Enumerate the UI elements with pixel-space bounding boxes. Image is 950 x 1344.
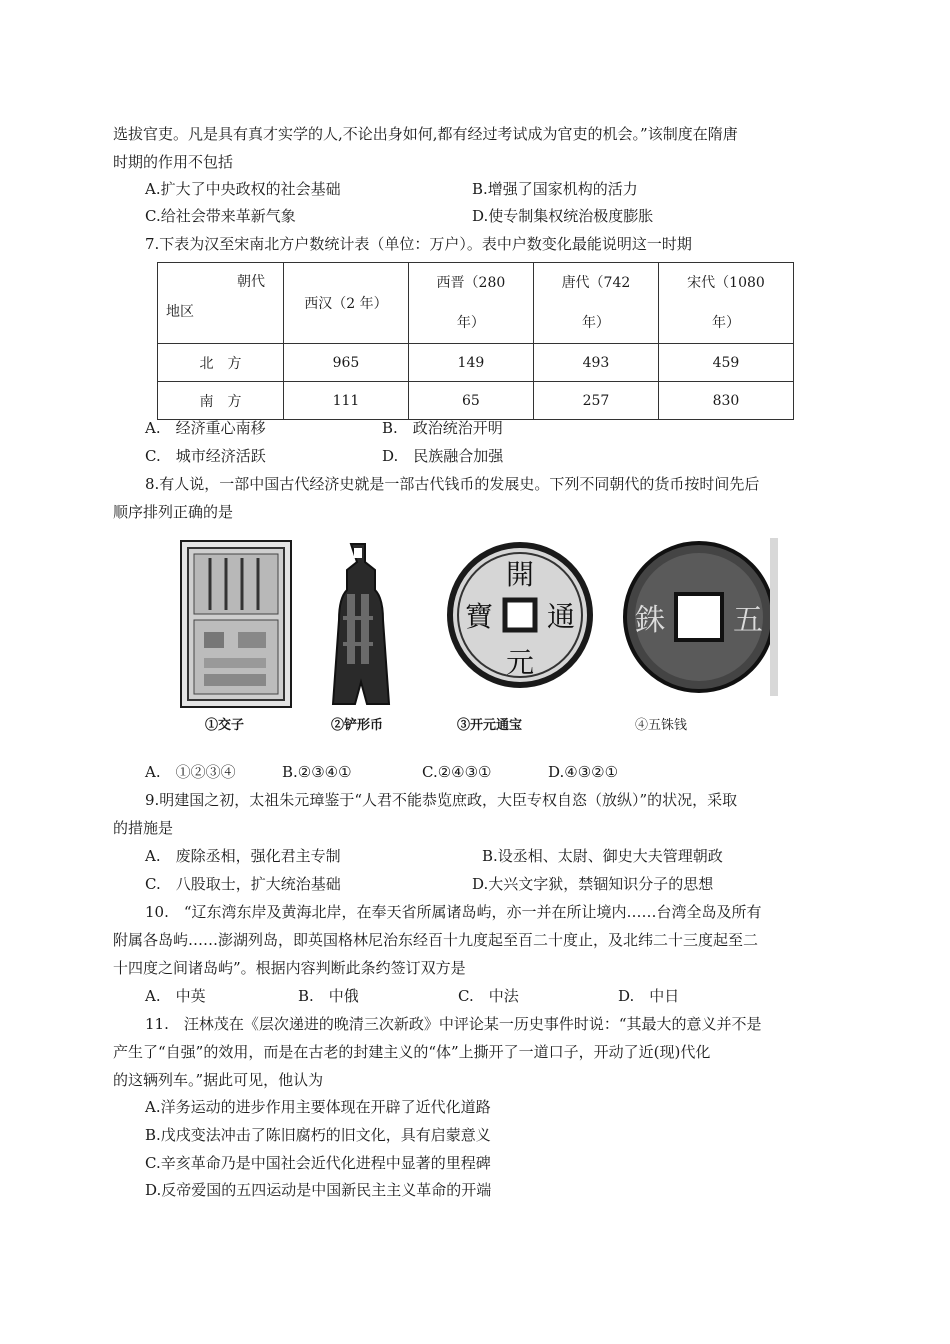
dynasty-3-line2: 年） [581, 315, 610, 331]
coin-3-char-right: 通 [546, 600, 576, 633]
q10-option-d: D. 中日 [618, 987, 680, 1005]
q7-option-a: A. 经济重心南移 [145, 419, 266, 437]
region-south: 南 方 [158, 382, 284, 420]
q11-stem-line1: 11. 汪林茂在《层次递进的晚清三次新政》中评论某一历史事件时说：“其最大的意义并不是 [145, 1015, 762, 1033]
q11-option-b: B.戊戌变法冲击了陈旧腐朽的旧文化，具有启蒙意义 [145, 1126, 491, 1144]
q7-option-b: B. 政治统治开明 [382, 419, 503, 437]
q6-option-b: B.增强了国家机构的活力 [472, 180, 638, 198]
dynasty-2-line2: 年） [456, 315, 485, 331]
cell-south-2: 65 [408, 382, 533, 420]
cell-south-4: 830 [658, 382, 793, 420]
header-dynasty-2 [408, 263, 533, 344]
jiaozi-note-image [180, 540, 292, 708]
coin-figure [165, 532, 780, 744]
q8-stem-line1: 8.有人说，一部中国古代经济史就是一部古代钱币的发展史。下列不同朝代的货币按时间先后 [145, 475, 760, 493]
q8-option-c: C.②④③① [422, 763, 492, 781]
table-corner-cell [158, 263, 284, 344]
q10-option-c: C. 中法 [458, 987, 519, 1005]
dynasty-3-line1: 唐代（742 [561, 275, 631, 291]
q8-stem-line2: 顺序排列正确的是 [113, 503, 234, 521]
coin-3-label: ③开元通宝 [457, 718, 523, 733]
header-dynasty-3 [533, 263, 658, 344]
q9-option-b: B.设丞相、太尉、御史大夫管理朝政 [482, 847, 723, 865]
header-dynasty-1 [284, 263, 409, 344]
region-north: 北 方 [158, 344, 284, 382]
q8-option-b: B.②③④① [282, 763, 352, 781]
coin-1-label: ①交子 [205, 718, 245, 733]
q8-option-d: D.④③②① [548, 763, 619, 781]
corner-region-label: 地区 [166, 304, 194, 320]
header-dynasty-4 [658, 263, 793, 344]
q9-stem-line2: 的措施是 [113, 819, 174, 837]
q11-stem-line2: 产生了“自强”的效用，而是在古老的封建主义的“体”上撕开了一道口子，开动了近(现)代化 [113, 1043, 711, 1061]
q10-stem-line2: 附属各岛屿……澎湖列岛，即英国格林尼治东经百十九度起至百二十度止，及北纬二十三度起至二 [113, 931, 759, 949]
cell-north-1: 965 [284, 344, 409, 382]
kaiyuan-coin-image [445, 540, 595, 690]
cell-north-2: 149 [408, 344, 533, 382]
dynasty-4-line2: 年） [711, 315, 740, 331]
q6-stem-line2: 时期的作用不包括 [113, 153, 234, 171]
q10-stem-line1: 10. “辽东湾东岸及黄海北岸，在奉天省所属诸岛屿，亦一并在所让境内……台湾全岛及所有 [145, 903, 762, 921]
coin-4-label: ④五铢钱 [635, 718, 688, 733]
q7-option-c: C. 城市经济活跃 [145, 447, 266, 465]
q11-option-a: A.洋务运动的进步作用主要体现在开辟了近代化道路 [145, 1098, 491, 1116]
q11-option-c: C.辛亥革命乃是中国社会近代化进程中显著的里程碑 [145, 1154, 491, 1172]
table-row-south [158, 382, 794, 420]
dynasty-2-line1: 西晋（280 [436, 275, 506, 291]
q6-option-c: C.给社会带来革新气象 [145, 207, 296, 225]
q7-option-d: D. 民族融合加强 [382, 447, 504, 465]
q6-option-d: D.使专制集权统治极度膨胀 [472, 207, 654, 225]
coin-3-char-bottom: 元 [505, 646, 535, 679]
q10-option-b: B. 中俄 [298, 987, 359, 1005]
cell-south-3: 257 [533, 382, 658, 420]
household-table [157, 262, 794, 420]
q9-option-a: A. 废除丞相，强化君主专制 [145, 847, 341, 865]
q11-stem-line3: 的这辆列车。”据此可见，他认为 [113, 1071, 324, 1089]
dynasty-4-line1: 宋代（1080 [687, 275, 765, 291]
dynasty-1-label: 西汉（2 年） [304, 296, 388, 312]
q9-option-c: C. 八股取士，扩大统治基础 [145, 875, 341, 893]
coin-3-char-top: 開 [505, 558, 535, 591]
coin-4-char-left: 銖 [635, 603, 665, 638]
coin-3-char-left: 寶 [464, 600, 494, 633]
q6-option-a: A.扩大了中央政权的社会基础 [145, 180, 341, 198]
cell-north-4: 459 [658, 344, 793, 382]
q9-stem-line1: 9.明建国之初，太祖朱元璋鉴于“人君不能恭览庶政，大臣专权自恣（放纵）”的状况，采取 [145, 791, 738, 809]
coin-4-char-right: 五 [733, 603, 763, 638]
q6-stem-line1: 选拔官吏。凡是具有真才实学的人,不论出身如何,都有经过考试成为官吏的机会。”该制度在隋唐 [113, 125, 738, 143]
cell-north-3: 493 [533, 344, 658, 382]
q8-option-a: A. ①②③④ [145, 763, 236, 781]
coin-2-label: ②铲形币 [331, 718, 384, 733]
corner-dynasty-label: 朝代 [237, 274, 265, 290]
q9-option-d: D.大兴文字狱，禁锢知识分子的思想 [472, 875, 714, 893]
q10-option-a: A. 中英 [145, 987, 206, 1005]
q7-stem: 7.下表为汉至宋南北方户数统计表（单位：万户）。表中户数变化最能说明这一时期 [145, 235, 692, 253]
spade-money-image [317, 542, 399, 710]
q11-option-d: D.反帝爱国的五四运动是中国新民主主义革命的开端 [145, 1181, 492, 1199]
q10-stem-line3: 十四度之间诸岛屿”。根据内容判断此条约签订双方是 [113, 959, 466, 977]
wuzhu-coin-image [620, 538, 778, 696]
cell-south-1: 111 [284, 382, 409, 420]
table-row-north [158, 344, 794, 382]
